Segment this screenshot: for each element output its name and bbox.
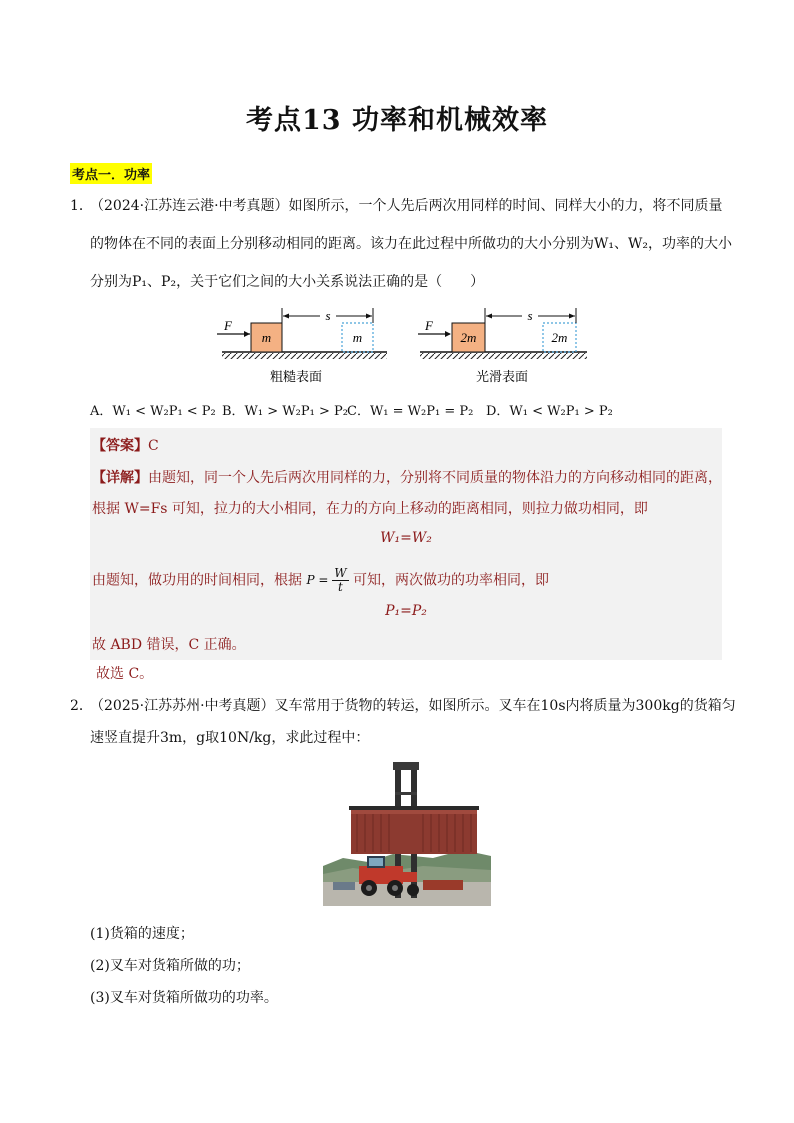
detail-text-4a: 由题知，做功用的时间相同，根据 (92, 572, 302, 589)
forklift-photo (323, 762, 491, 906)
detail-line-7: 故选 C。 (96, 666, 154, 682)
fig-right-distance-label: s (527, 308, 533, 323)
answer-label: 【答案】 (92, 438, 148, 454)
fig-right-block-label: 2m (460, 330, 477, 345)
q1-line-3: 分别为P₁、P₂，关于它们之间的大小关系说法正确的是（ ） (90, 274, 485, 290)
q1-figure (212, 306, 592, 388)
q2-number: 2． (70, 698, 93, 714)
q1-option-d: D．W₁ < W₂P₁ > P₂ (486, 404, 613, 419)
formula-numerator: W (334, 566, 347, 580)
q1-line-2: 的物体在不同的表面上分别移动相同的距离。该力在此过程中所做功的大小分别为W₁、W₂，功率的大小 (90, 236, 733, 252)
q2-line-1: （2025·江苏苏州·中考真题）叉车常用于货物的转运，如图所示。叉车在10s内将质量为300kg的货箱匀 (90, 698, 736, 714)
q1-line-1: （2024·江苏连云港·中考真题）如图所示，一个人先后两次用同样的时间、同样大小的力，将不同质量 (90, 198, 723, 214)
detail-equation-2: P₁=P₂ (385, 603, 427, 619)
detail-text-1: 由题知，同一个人先后两次用同样的力，分别将不同质量的物体沿力的方向移动相同的距离， (148, 470, 722, 486)
q2-part-3: (3)叉车对货箱所做功的功率。 (90, 990, 278, 1006)
q1-number: 1． (70, 198, 93, 214)
answer-value: C (148, 438, 159, 454)
q2-line-2: 速竖直提升3m，g取10N/kg，求此过程中： (90, 730, 370, 746)
page-title: 考点13 功率和机械效率 (246, 105, 548, 136)
fig-left-ghost-label: m (352, 330, 363, 345)
detail-line-6: 故 ABD 错误，C 正确。 (92, 637, 246, 653)
q2-part-2: (2)叉车对货箱所做的功； (90, 958, 250, 974)
formula-fraction (332, 567, 348, 594)
detail-text-4b: 可知，两次做功的功率相同，即 (353, 572, 550, 589)
q2-part-1: (1)货箱的速度； (90, 926, 194, 942)
q1-option-c: C．W₁ = W₂P₁ = P₂ (347, 404, 474, 419)
power-formula (306, 567, 348, 594)
fig-right-force-label: F (425, 318, 433, 333)
fig-right-caption: 光滑表面 (475, 370, 529, 385)
formula-denominator: t (337, 580, 343, 594)
q1-option-a: A．W₁ < W₂P₁ < P₂ (90, 404, 216, 419)
fig-left-scene (217, 308, 387, 385)
fig-left-distance-label: s (325, 308, 331, 323)
fig-right-scene (418, 308, 587, 385)
detail-equation-1: W₁=W₂ (380, 530, 432, 546)
detail-label: 【详解】 (92, 470, 148, 486)
fig-left-block-label: m (261, 330, 272, 345)
detail-line-2: 根据 W=Fs 可知，拉力的大小相同，在力的方向上移动的距离相同，则拉力做功相同，即 (92, 501, 648, 517)
q1-option-b: B．W₁ > W₂P₁ > P₂ (222, 404, 348, 419)
fig-right-ghost-label: 2m (551, 330, 568, 345)
answer-line (92, 435, 159, 455)
detail-line-4 (92, 567, 549, 594)
fig-left-caption: 粗糙表面 (269, 370, 323, 385)
section-heading: 考点一．功率 (70, 163, 152, 184)
detail-line-1 (92, 467, 722, 487)
formula-lhs: P = (306, 573, 329, 587)
fig-left-force-label: F (224, 318, 232, 333)
